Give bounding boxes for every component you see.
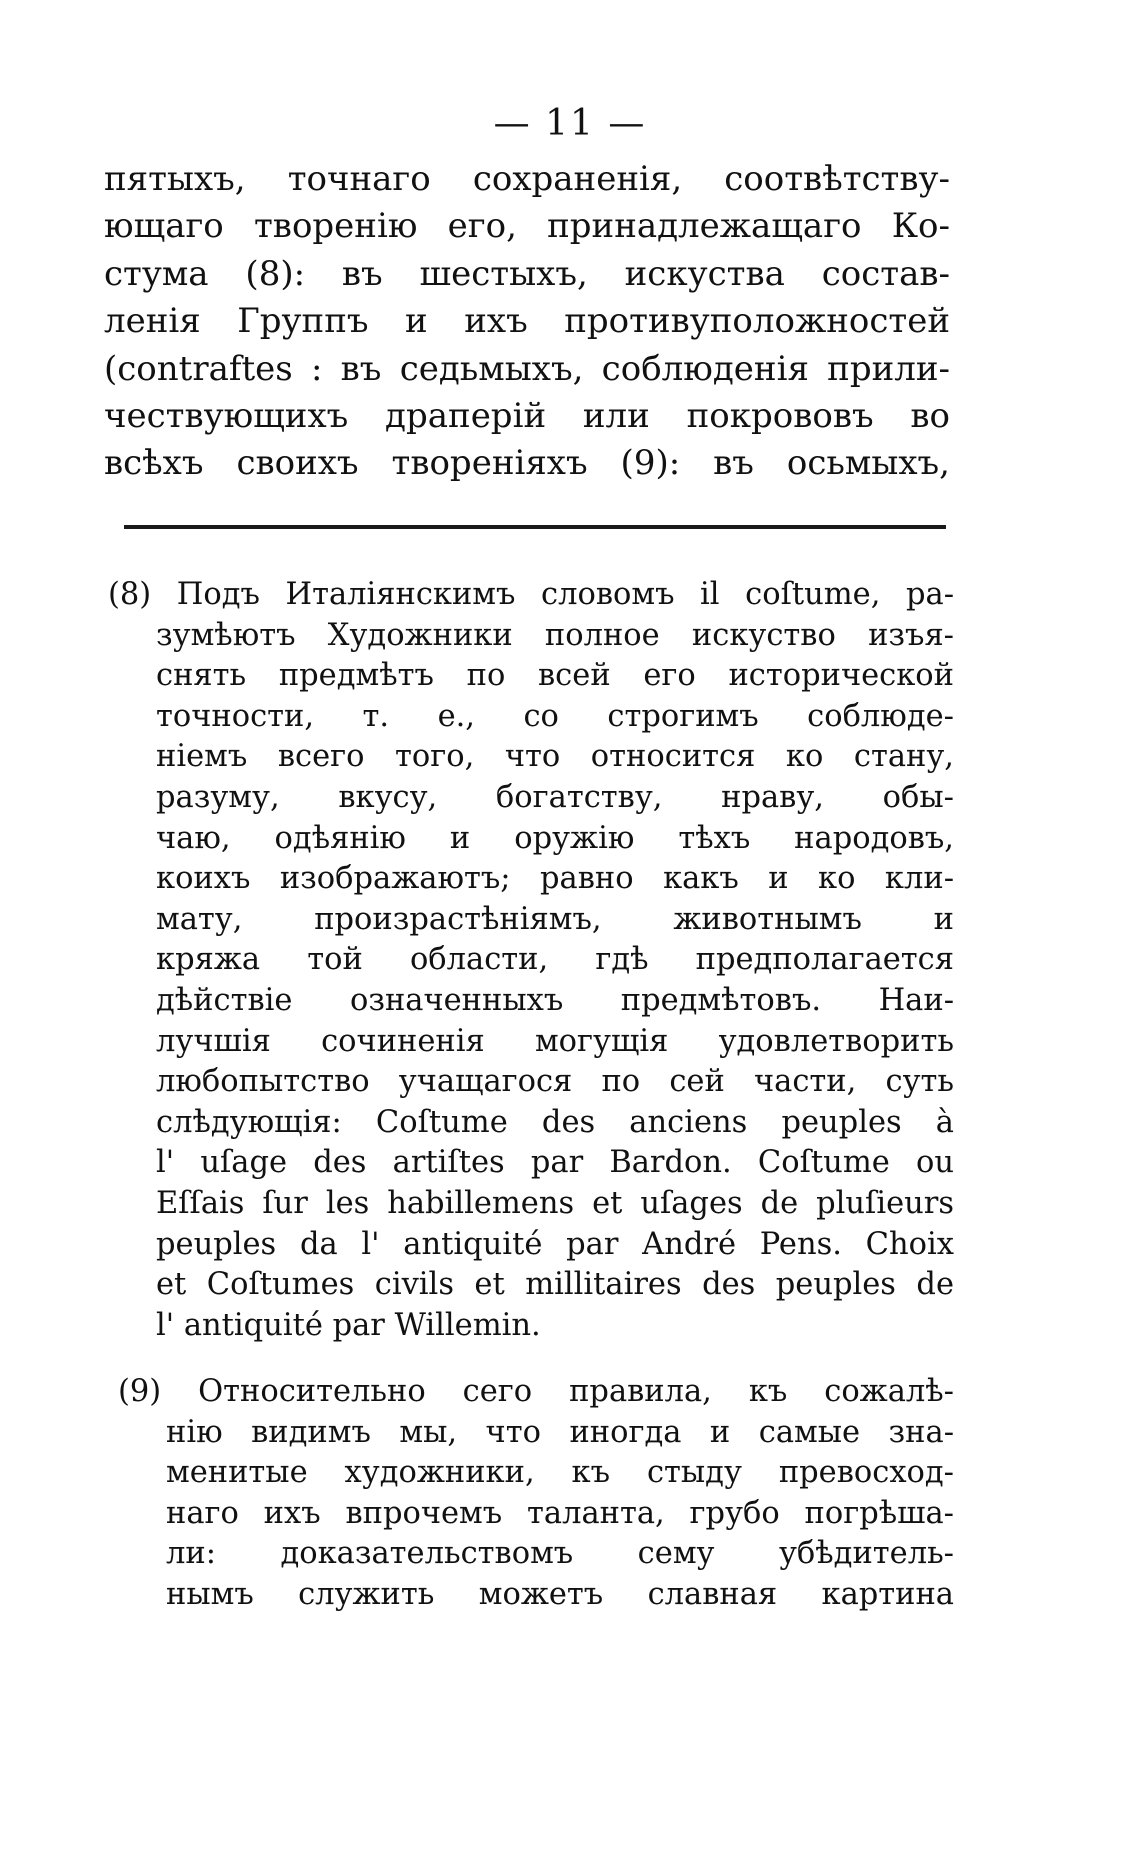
footnote-line: наго ихъ впрочемъ таланта, грубо погрѣша-: [166, 1495, 954, 1531]
footnote-line: кряжа той области, гдѣ предполагается: [156, 942, 954, 978]
footnote-line: l' antiquité par Willemin.: [156, 1307, 541, 1343]
footnote-line: нію видимъ мы, что иногда и самые зна-: [166, 1414, 954, 1450]
main-text-line: (contraftes : въ седьмыхъ, соблюденія прили-: [104, 348, 950, 389]
footnote-line: Eſſais ſur les habillemens et uſages de pluſieurs: [156, 1185, 954, 1221]
footnote-line: (8) Подъ Италіянскимъ словомъ il coſtume, ра-: [108, 577, 954, 612]
main-paragraph: [104, 156, 950, 488]
footnote-line: (9) Относительно сего правила, къ сожалѣ-: [118, 1374, 954, 1409]
footnote-line: любопытство учащагося по сей части, суть: [156, 1064, 954, 1100]
footnote-line: лучшія сочиненія могущія удовлетворить: [156, 1023, 954, 1059]
footnote-9: [118, 1372, 954, 1616]
footnote-line: l' uſage des artiſtes par Bardon. Coſtume ou: [156, 1145, 954, 1181]
footnote-8: [108, 575, 954, 1346]
main-text-line: стума (8): въ шестыхъ, искуства состав-: [104, 253, 950, 294]
footnote-line: точности, т. е., со строгимъ соблюде-: [156, 698, 954, 734]
footnote-line: ли: доказательствомъ сему убѣдитель-: [166, 1536, 954, 1572]
main-text-line: пятыхъ, точнаго сохраненія, соотвѣтству-: [104, 159, 950, 199]
main-text-line: ющаго творенію его, принадлежащаго Ко-: [104, 206, 950, 247]
footnote-separator-rule: [124, 525, 946, 529]
footnote-line: чаю, одѣянію и оружію тѣхъ народовъ,: [156, 820, 954, 856]
page-number: — 11 —: [493, 103, 647, 144]
main-text-line: ленія Группъ и ихъ противуположностей: [104, 301, 950, 342]
footnote-line: менитые художники, къ стыду превосход-: [166, 1455, 954, 1491]
footnote-line: мату, произрастѣніямъ, животнымъ и: [156, 901, 954, 937]
footnote-line: peuples da l' antiquité par André Pens. Choix: [156, 1226, 954, 1262]
footnote-line: слѣдующія: Coſtume des anciens peuples à: [156, 1104, 954, 1140]
main-text-line: всѣхъ своихъ твореніяхъ (9): въ осьмыхъ,: [104, 443, 950, 484]
footnote-line: et Coſtumes civils et millitaires des peuples de: [156, 1267, 954, 1303]
footnote-line: снять предмѣтъ по всей его исторической: [156, 658, 954, 694]
footnote-line: зумѣютъ Художники полное искуство изъя-: [156, 617, 954, 653]
footnote-line: коихъ изображаютъ; равно какъ и ко кли-: [156, 861, 954, 897]
footnote-line: дѣйствіе означенныхъ предмѣтовъ. Наи-: [156, 982, 954, 1018]
footnote-line: ніемъ всего того, что относится ко стану,: [156, 739, 954, 775]
footnote-line: нымъ служить можетъ славная картина: [166, 1576, 954, 1612]
main-text-line: чествующихъ драперій или покрововъ во: [104, 396, 950, 437]
footnote-line: разуму, вкусу, богатству, нраву, обы-: [156, 779, 954, 815]
